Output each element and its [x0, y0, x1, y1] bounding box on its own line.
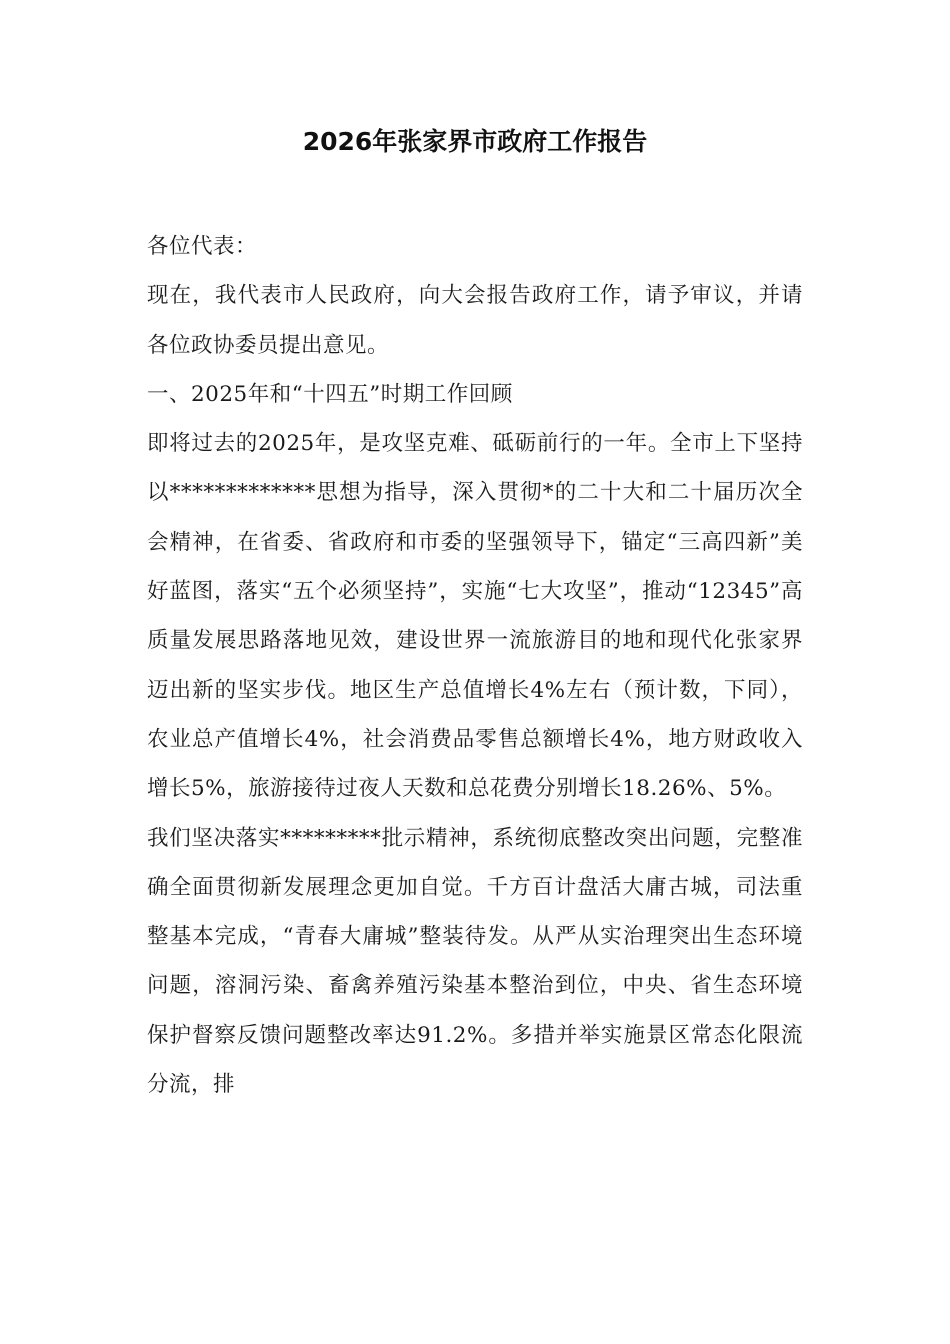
document-body — [147, 222, 803, 1109]
section-heading: 一、2025年和“十四五”时期工作回顾 — [147, 381, 513, 407]
salutation-paragraph: 各位代表： — [147, 234, 258, 259]
review-paragraph: 即将过去的2025年，是攻坚克难、砥砺前行的一年。全市上下坚持以*************思想为指导，深入贯彻*的二十大和二十届历次全会精神，在省委、省政府和市委的坚强领导下，锚定“三高四新”美好蓝图，落实“五个必须坚持”，实施“七大攻坚”，推动“12345”高质量发展思路落地见效，建设世界一流旅游目的地和现代化张家界迈出新的坚实步伐。地区生产总值增长4%左右（预计数，下同），农业总产值增长4%，社会消费品零售总额增长4%，地方财政收入增长5%，旅游接待过夜人天数和总花费分别增长18.26%、5%。 — [147, 431, 803, 802]
rectification-paragraph: 我们坚决落实*********批示精神，系统彻底整改突出问题，完整准确全面贯彻新发展理念更加自觉。千方百计盘活大庸古城，司法重整基本完成，“青春大庸城”整装待发。从严从实治理突出生态环境问题，溶洞污染、畜禽养殖污染基本整治到位，中央、省生态环境保护督察反馈问题整改率达91.2%。多措并举实施景区常态化限流分流，排 — [147, 825, 803, 1098]
document-title: 2026年张家界市政府工作报告 — [302, 127, 648, 156]
opening-paragraph: 现在，我代表市人民政府，向大会报告政府工作，请予审议，并请各位政协委员提出意见。 — [147, 283, 803, 358]
